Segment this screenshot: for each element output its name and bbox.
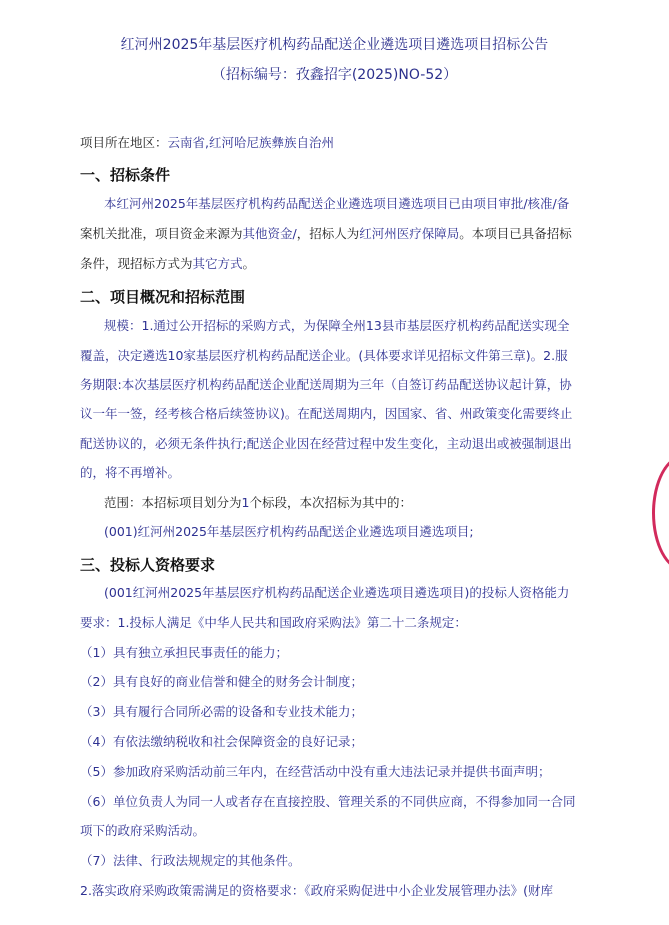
- sec2-line-1: 规模：1.通过公开招标的采购方式，为保障全州13县市基层医疗机构药品配送实现全: [104, 318, 570, 333]
- fund-source: 其他资金/: [242, 226, 297, 241]
- sec2-lot: (001)红河州2025年基层医疗机构药品配送企业遴选项目遴选项目;: [104, 524, 474, 539]
- sec3-line-3: 2.落实政府采购政策需满足的资格要求：《政府采购促进中小企业发展管理办法》(财库: [80, 883, 554, 898]
- subtitle-prefix: （招标编号：: [211, 67, 296, 83]
- location-label: 项目所在地区：: [80, 135, 168, 150]
- range-text: 范围：本招标项目划分为: [104, 495, 242, 510]
- tender-code: 孜鑫招字(2025)NO-52: [295, 67, 444, 83]
- sec2-line-6: 的，将不再增补。: [80, 465, 181, 480]
- sec2-range: [104, 495, 412, 511]
- sec1-line-3: [80, 256, 255, 272]
- location-value: 云南省,红河哈尼族彝族自治州: [167, 135, 334, 150]
- sec3-item-6a: （6）单位负责人为同一人或者存在直接控股、管理关系的不同供应商，不得参加同一合同: [80, 794, 576, 809]
- sec1-text: 条件，现招标方式为: [80, 256, 193, 271]
- sec1-text: 案机关批准，项目资金来源为: [80, 226, 243, 241]
- sec1-text: 。: [242, 256, 256, 271]
- sec3-item-3: （3）具有履行合同所必需的设备和专业技术能力；: [80, 704, 363, 719]
- sec3-item-5: （5）参加政府采购活动前三年内，在经营活动中没有重大违法记录并提供书面声明；: [80, 764, 551, 779]
- tenderer-name: 红河州医疗保障局: [359, 226, 460, 241]
- tender-method: 其它方式: [192, 256, 243, 271]
- sec1-line-2: [80, 226, 572, 242]
- sec2-line-3: 务期限:本次基层医疗机构药品配送企业配送周期为三年（自签订药品配送协议起计算，协: [80, 377, 572, 392]
- sec3-line-1: (001红河州2025年基层医疗机构药品配送企业遴选项目遴选项目)的投标人资格能力: [104, 585, 570, 600]
- sec2-line-5: 配送协议的，必须无条件执行;配送企业因在经营过程中发生变化，主动退出或被强制退出: [80, 436, 572, 451]
- section-heading-2: 二、项目概况和招标范围: [80, 288, 246, 306]
- sec1-line-1: 本红河州2025年基层医疗机构药品配送企业遴选项目遴选项目已由项目审批/核准/备: [104, 196, 570, 211]
- lot-count: 1: [241, 495, 250, 510]
- sec3-item-7: （7）法律、行政法规规定的其他条件。: [80, 853, 301, 868]
- sec2-line-4: 议一年一签，经考核合格后续签协议)。在配送周期内，因国家、省、州政策变化需要终止: [80, 406, 573, 421]
- tender-number: [0, 64, 669, 84]
- subtitle-suffix: ）: [443, 67, 458, 83]
- red-seal-stamp: [652, 455, 669, 571]
- sec2-line-2: 覆盖，决定遴选10家基层医疗机构药品配送企业。(具体要求详见招标文件第三章)。2.服: [80, 348, 568, 363]
- sec3-line-2: 要求：1.投标人满足《中华人民共和国政府采购法》第二十二条规定：: [80, 615, 467, 630]
- section-heading-3: 三、投标人资格要求: [80, 556, 216, 574]
- sec3-item-1: （1）具有独立承担民事责任的能力；: [80, 645, 288, 660]
- sec3-item-2: （2）具有良好的商业信誉和健全的财务会计制度；: [80, 674, 363, 689]
- sec1-text: ，招标人为: [296, 226, 360, 241]
- project-location: [80, 135, 334, 151]
- sec3-item-4: （4）有依法缴纳税收和社会保障资金的良好记录；: [80, 734, 363, 749]
- range-text: 个标段，本次招标为其中的：: [249, 495, 412, 510]
- page-title: 红河州2025年基层医疗机构药品配送企业遴选项目遴选项目招标公告: [120, 37, 549, 53]
- section-heading-1: 一、招标条件: [80, 166, 171, 184]
- sec3-item-6b: 项下的政府采购活动。: [80, 823, 206, 838]
- sec1-text: 。本项目已具备招标: [459, 226, 572, 241]
